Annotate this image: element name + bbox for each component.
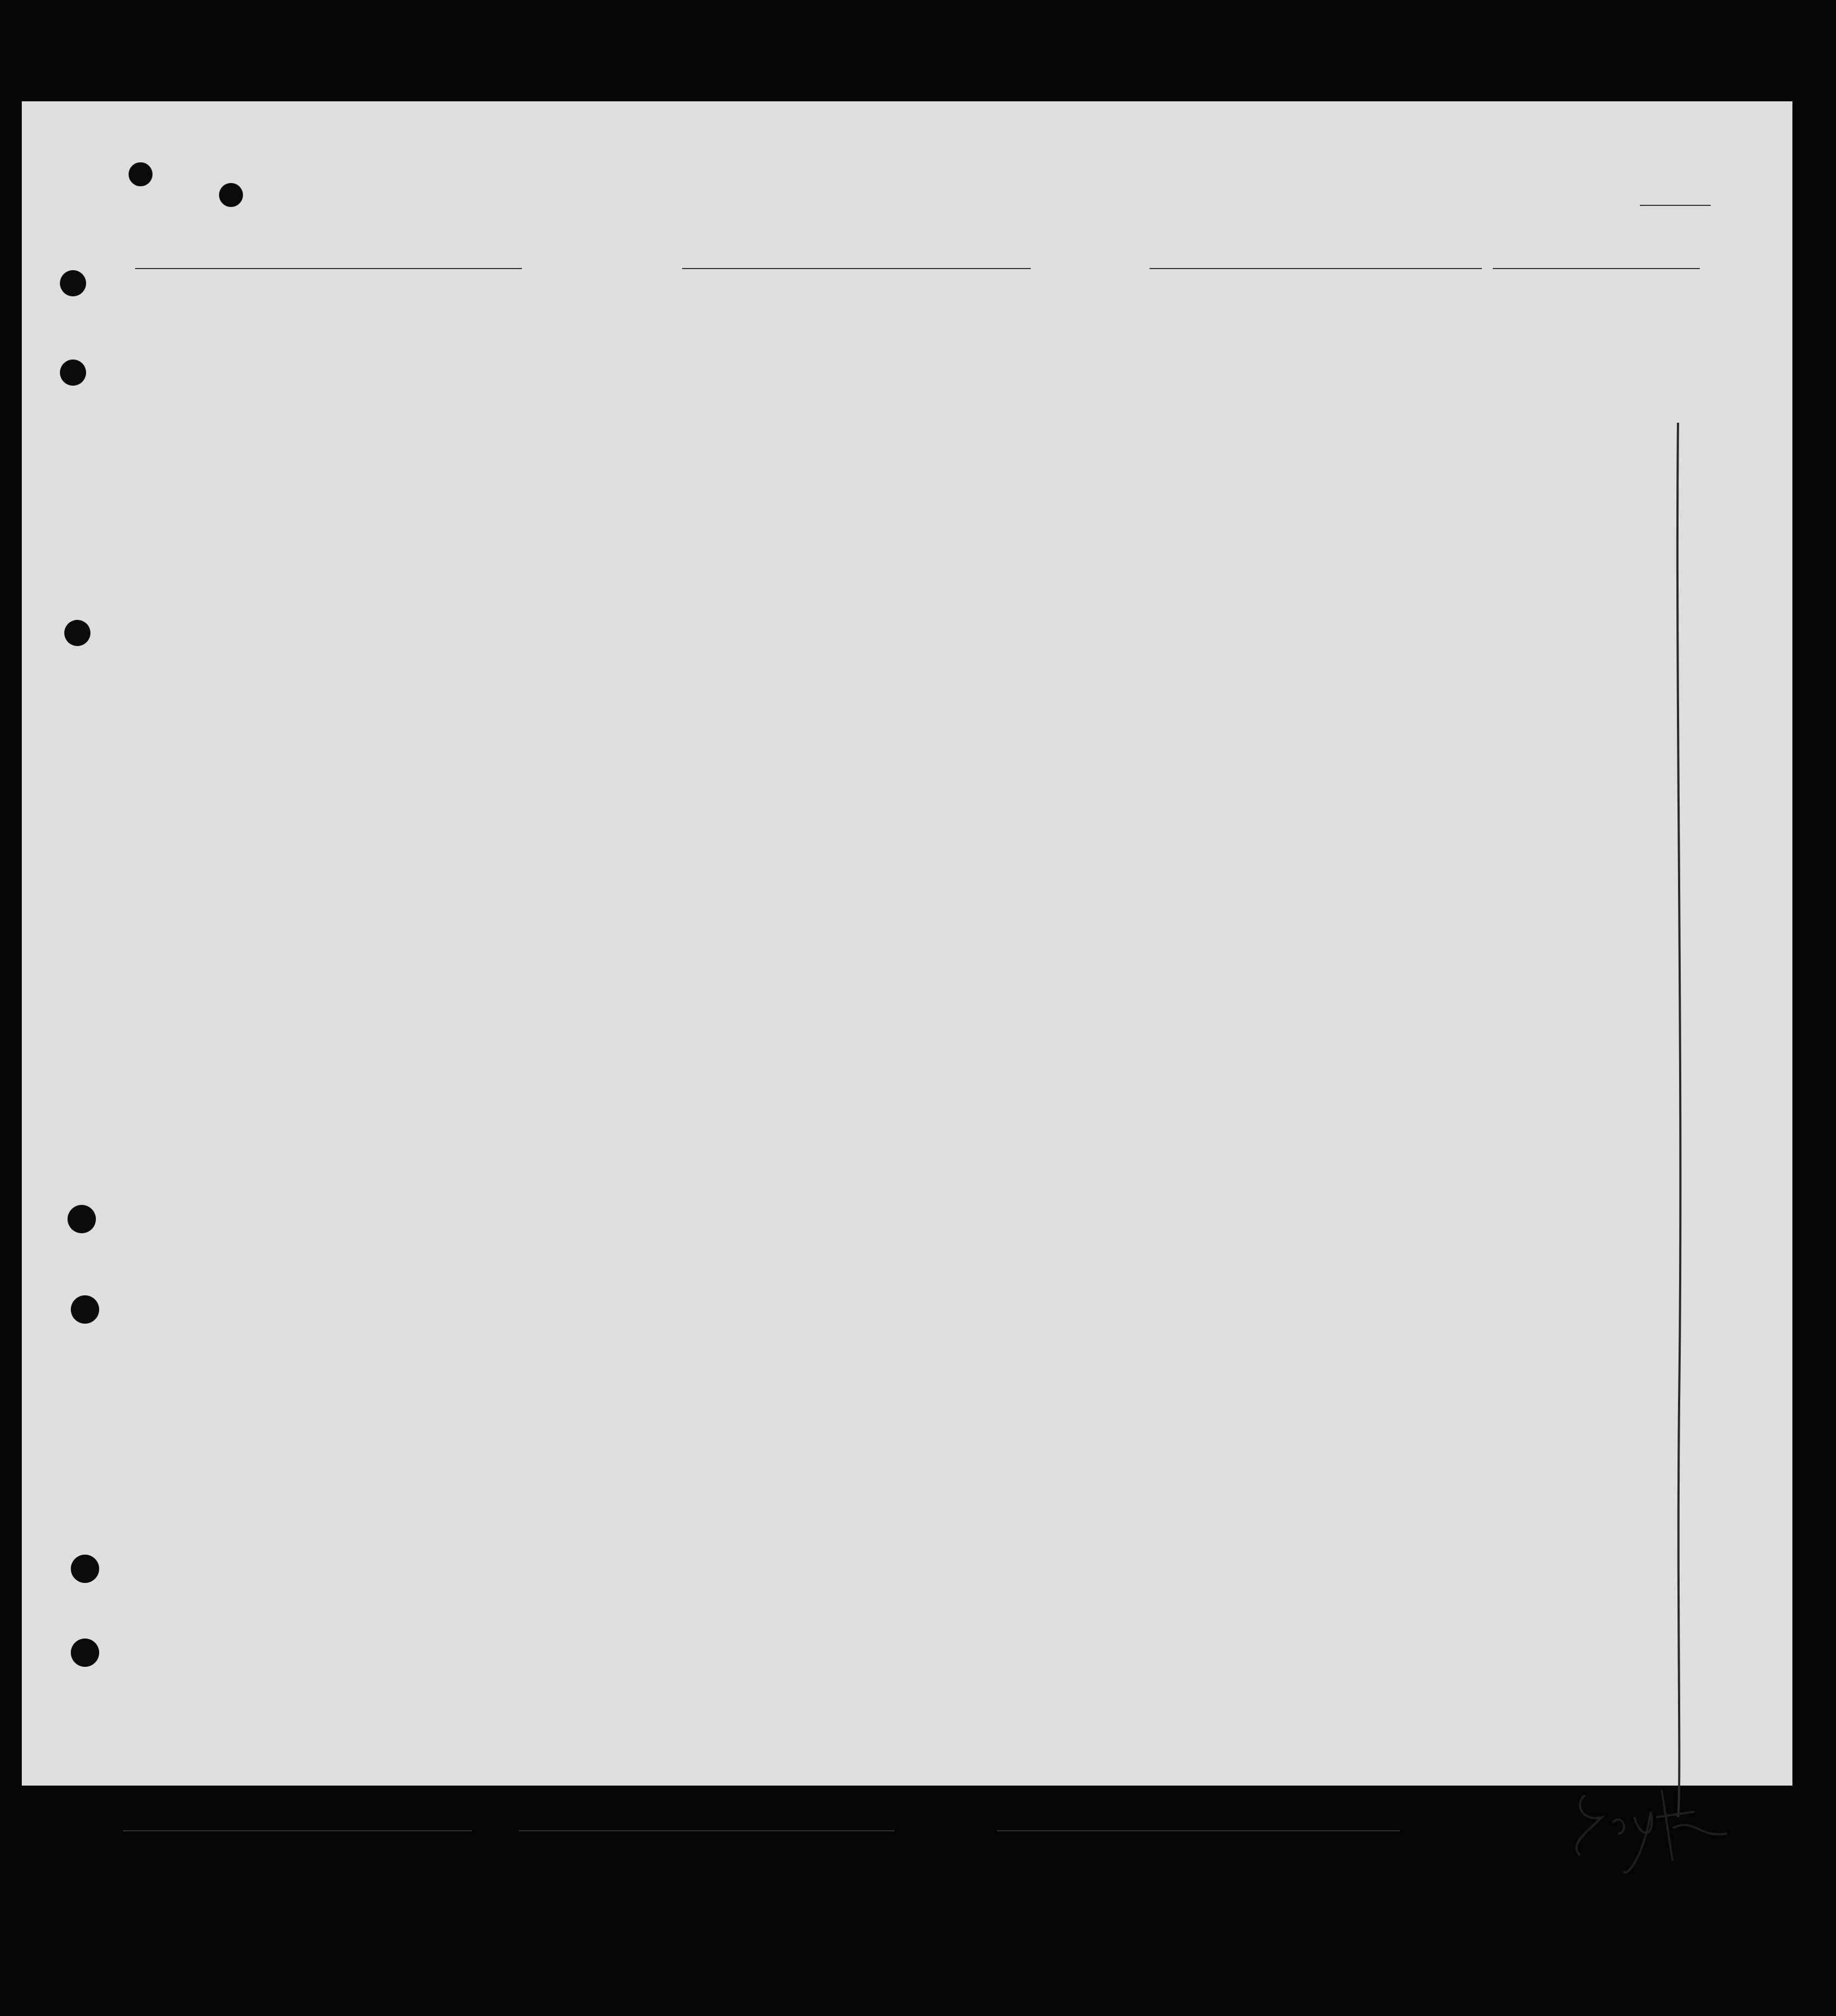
- agents-underline: [997, 1830, 1400, 1831]
- punch-hole: [64, 620, 90, 646]
- sailing-underline: [682, 268, 1031, 269]
- sheet-underline: [1640, 205, 1711, 206]
- date-underline: [1493, 268, 1700, 269]
- punch-hole: [71, 1555, 99, 1583]
- punch-hole: [60, 270, 86, 296]
- line-underline: [123, 1830, 472, 1831]
- punch-hole: [129, 162, 153, 186]
- punch-hole: [71, 1295, 99, 1324]
- punch-hole: [60, 360, 86, 386]
- bracket-line: [1645, 423, 1711, 1839]
- arriving-underline: [1150, 268, 1482, 269]
- punch-hole: [71, 1639, 99, 1667]
- punch-hole: [219, 183, 243, 207]
- officer-signature: [1564, 1774, 1743, 1883]
- owners-underline: [519, 1830, 895, 1831]
- punch-hole: [68, 1205, 96, 1233]
- manifest-page: [22, 101, 1792, 1786]
- vessel-underline: [135, 268, 522, 269]
